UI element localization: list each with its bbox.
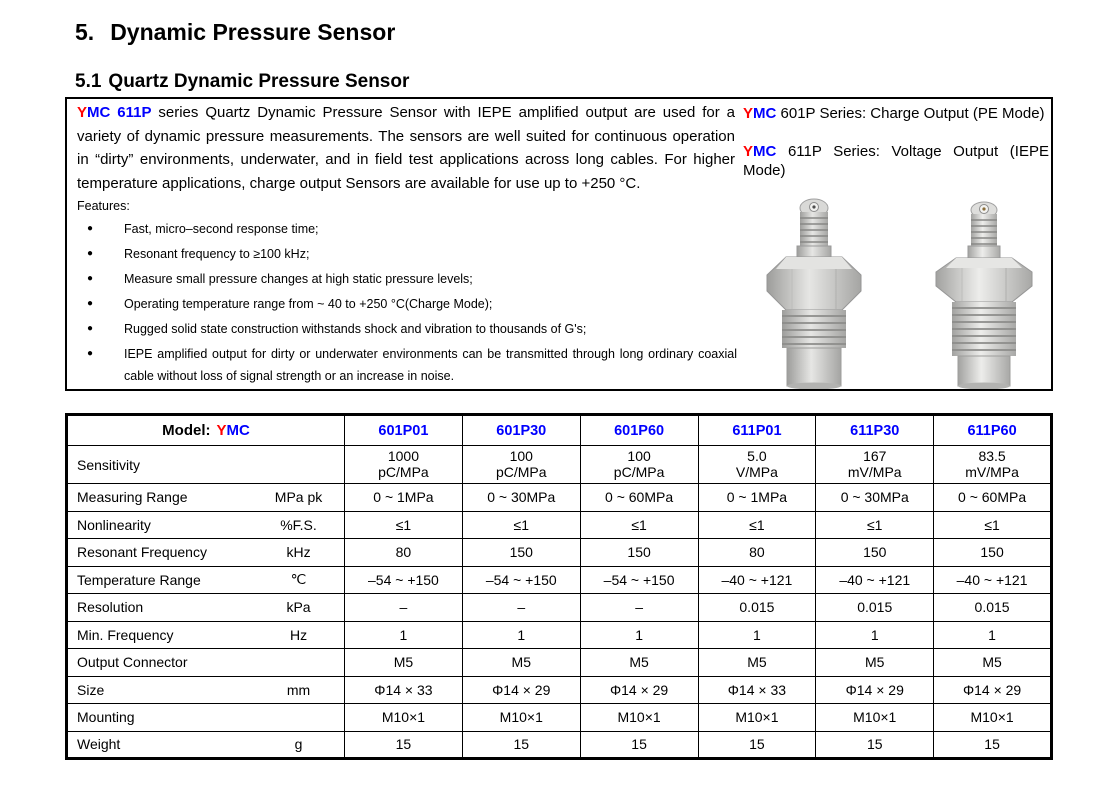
value-cell: 150 <box>580 539 698 567</box>
model-column-header: 611P60 <box>934 415 1052 446</box>
param-label: Sensitivity <box>77 456 141 473</box>
value-cell: Φ14 × 33 <box>345 676 463 704</box>
value-cell: 1 <box>934 621 1052 649</box>
value-cell: M10×1 <box>816 704 934 732</box>
model-column-header: 611P30 <box>816 415 934 446</box>
table-row <box>67 649 1052 677</box>
value-cell: –54 ~ +150 <box>345 566 463 594</box>
value-line: pC/MPa <box>613 463 665 480</box>
value-cell: M5 <box>580 649 698 677</box>
value-cell: 0 ~ 60MPa <box>934 484 1052 512</box>
param-cell <box>67 484 345 512</box>
value-cell: 15 <box>462 731 580 759</box>
param-cell <box>67 511 345 539</box>
value-cell: 150 <box>816 539 934 567</box>
feature-item <box>77 243 737 265</box>
value-line: 1000 <box>387 448 419 464</box>
bullet-icon: ● <box>87 223 94 234</box>
model-column-header: 601P30 <box>462 415 580 446</box>
brand-y: Y <box>77 104 88 121</box>
value-cell: 0 ~ 60MPa <box>580 484 698 512</box>
feature-text: IEPE amplified output for dirty or underwater environments can be transmitted through long ordinary coaxial cable without loss of signal strength or an increase in noise. <box>124 347 737 383</box>
param-label: Output Connector <box>77 654 188 671</box>
features-list <box>77 218 735 387</box>
brand-y: Y <box>216 422 227 439</box>
value-line: mV/MPa <box>847 463 902 480</box>
feature-item <box>77 318 737 340</box>
value-cell: 80 <box>698 539 816 567</box>
value-cell: –54 ~ +150 <box>462 566 580 594</box>
value-cell: –40 ~ +121 <box>698 566 816 594</box>
value-cell: M5 <box>462 649 580 677</box>
value-line: 100 <box>509 448 533 464</box>
param-cell <box>67 649 345 677</box>
table-row <box>67 621 1052 649</box>
param-cell <box>67 676 345 704</box>
value-cell: 0.015 <box>934 594 1052 622</box>
param-unit: kPa <box>286 599 311 616</box>
value-cell: 1 <box>698 621 816 649</box>
product-601p-text: 601P Series: Charge Output (PE Mode) <box>776 105 1045 122</box>
value-cell: M5 <box>934 649 1052 677</box>
brand-mc: MC <box>753 143 777 160</box>
value-cell <box>345 446 463 484</box>
feature-text: Operating temperature range from ~ 40 to +250 °C(Charge Mode); <box>124 297 493 311</box>
value-cell: 0 ~ 30MPa <box>462 484 580 512</box>
value-cell: ≤1 <box>698 511 816 539</box>
value-cell: ≤1 <box>816 511 934 539</box>
value-cell: 1 <box>580 621 698 649</box>
table-header-row <box>67 415 1052 446</box>
value-cell: M10×1 <box>580 704 698 732</box>
value-cell <box>580 446 698 484</box>
feature-item <box>77 268 737 290</box>
product-611p-text: 611P Series: Voltage Output (IEPE Mode) <box>743 143 1049 179</box>
param-cell <box>67 704 345 732</box>
value-cell: 80 <box>345 539 463 567</box>
value-cell: –54 ~ +150 <box>580 566 698 594</box>
bullet-icon: ● <box>87 323 94 334</box>
feature-item <box>77 343 737 387</box>
param-unit: %F.S. <box>280 516 317 533</box>
value-cell: Φ14 × 29 <box>462 676 580 704</box>
value-line: pC/MPa <box>378 463 429 480</box>
bullet-icon: ● <box>87 273 94 284</box>
spec-table <box>65 413 1053 760</box>
param-cell <box>67 566 345 594</box>
feature-text: Rugged solid state construction withstands shock and vibration to thousands of G's; <box>124 322 587 336</box>
param-cell <box>67 539 345 567</box>
value-cell: 150 <box>934 539 1052 567</box>
value-line: 5.0 <box>747 448 767 464</box>
table-row <box>67 484 1052 512</box>
value-cell: 0 ~ 1MPa <box>698 484 816 512</box>
sensor-photo-601p <box>763 196 865 390</box>
subheading-title: Quartz Dynamic Pressure Sensor <box>108 70 410 92</box>
model-header-cell <box>67 415 345 446</box>
value-line: 100 <box>627 448 651 464</box>
value-cell: ≤1 <box>462 511 580 539</box>
brand-mc: MC <box>87 104 111 121</box>
value-cell: Φ14 × 33 <box>698 676 816 704</box>
value-line: V/MPa <box>735 463 778 480</box>
value-cell: ≤1 <box>345 511 463 539</box>
value-cell: Φ14 × 29 <box>580 676 698 704</box>
param-label: Measuring Range <box>77 489 188 506</box>
value-line: 83.5 <box>978 448 1006 464</box>
value-cell: 15 <box>580 731 698 759</box>
table-row <box>67 676 1052 704</box>
param-label: Resolution <box>77 599 144 616</box>
feature-text: Resonant frequency to ≥100 kHz; <box>124 247 310 261</box>
value-cell: M10×1 <box>345 704 463 732</box>
value-cell: –40 ~ +121 <box>934 566 1052 594</box>
value-cell: ≤1 <box>934 511 1052 539</box>
param-label: Resonant Frequency <box>77 544 207 561</box>
table-row <box>67 731 1052 759</box>
value-cell: – <box>345 594 463 622</box>
param-label: Mounting <box>77 709 135 726</box>
value-line: mV/MPa <box>965 463 1019 480</box>
product-line-611p <box>743 142 1049 180</box>
table-row <box>67 566 1052 594</box>
model-column-header: 601P01 <box>345 415 463 446</box>
value-cell <box>462 446 580 484</box>
value-cell: M5 <box>816 649 934 677</box>
model-column-header: 601P60 <box>580 415 698 446</box>
value-cell: 1 <box>462 621 580 649</box>
value-cell: 15 <box>345 731 463 759</box>
value-cell: Φ14 × 29 <box>816 676 934 704</box>
param-unit: MPa pk <box>274 489 323 506</box>
features-label: Features: <box>77 199 130 213</box>
value-cell: 0.015 <box>698 594 816 622</box>
table-row <box>67 446 1052 484</box>
param-label: Nonlinearity <box>77 516 151 533</box>
brand-mc: MC <box>226 422 250 439</box>
brand-y: Y <box>743 143 754 160</box>
value-cell: – <box>462 594 580 622</box>
value-cell: 0.015 <box>816 594 934 622</box>
brand-y: Y <box>743 105 754 122</box>
section-subheading <box>75 71 409 93</box>
heading-number: 5. <box>75 19 95 46</box>
value-cell: 15 <box>934 731 1052 759</box>
subheading-number: 5.1 <box>75 70 102 92</box>
param-unit: kHz <box>286 544 311 561</box>
info-box <box>65 97 1053 391</box>
value-cell: ≤1 <box>580 511 698 539</box>
bullet-icon: ● <box>87 348 94 359</box>
feature-item <box>77 293 737 315</box>
value-line: 167 <box>863 448 887 464</box>
bullet-icon: ● <box>87 248 94 259</box>
value-cell: 1 <box>816 621 934 649</box>
product-line-601p <box>743 104 1049 123</box>
param-unit: mm <box>286 681 311 698</box>
feature-text: Measure small pressure changes at high static pressure levels; <box>124 272 473 286</box>
param-label: Weight <box>77 736 121 753</box>
table-row <box>67 594 1052 622</box>
param-label: Temperature Range <box>77 571 201 588</box>
param-unit: Hz <box>289 626 308 643</box>
sensor-photo-611p <box>928 200 1040 390</box>
bullet-icon: ● <box>87 298 94 309</box>
value-cell: M5 <box>698 649 816 677</box>
value-line: pC/MPa <box>495 463 547 480</box>
param-cell <box>67 621 345 649</box>
value-cell: 150 <box>462 539 580 567</box>
param-unit: g <box>294 736 303 753</box>
value-cell: M10×1 <box>698 704 816 732</box>
value-cell: 0 ~ 1MPa <box>345 484 463 512</box>
feature-item <box>77 218 737 240</box>
param-cell <box>67 446 345 484</box>
value-cell: –40 ~ +121 <box>816 566 934 594</box>
value-cell: 15 <box>698 731 816 759</box>
param-label: Size <box>77 681 105 698</box>
param-cell <box>67 594 345 622</box>
model-column-header: 611P01 <box>698 415 816 446</box>
page-heading <box>75 19 395 46</box>
value-cell: Φ14 × 29 <box>934 676 1052 704</box>
brand-mc: MC <box>753 105 777 122</box>
table-row <box>67 511 1052 539</box>
value-cell: M5 <box>345 649 463 677</box>
intro-paragraph <box>77 101 735 195</box>
intro-text: series Quartz Dynamic Pressure Sensor with IEPE amplified output are used for a variety of dynamic pressure measurements. The sensors are well suited for continuous operation in “dirty” environments, underwater, and in field test applications across long cables. For higher temperature applications, charge output Sensors are available for use up to +250 °C. <box>77 104 735 192</box>
param-cell <box>67 731 345 759</box>
description-column <box>77 101 735 390</box>
value-cell: 0 ~ 30MPa <box>816 484 934 512</box>
heading-title: Dynamic Pressure Sensor <box>110 19 396 46</box>
value-cell <box>698 446 816 484</box>
table-row <box>67 539 1052 567</box>
value-cell: 1 <box>345 621 463 649</box>
intro-model: 611P <box>110 104 152 121</box>
value-cell: – <box>580 594 698 622</box>
table-row <box>67 704 1052 732</box>
feature-text: Fast, micro–second response time; <box>124 222 319 236</box>
value-cell: M10×1 <box>462 704 580 732</box>
value-cell: M10×1 <box>934 704 1052 732</box>
param-unit: ℃ <box>290 571 307 588</box>
value-cell <box>934 446 1052 484</box>
param-label: Min. Frequency <box>77 626 174 643</box>
value-cell: 15 <box>816 731 934 759</box>
value-cell <box>816 446 934 484</box>
model-label: Model: <box>162 422 211 439</box>
